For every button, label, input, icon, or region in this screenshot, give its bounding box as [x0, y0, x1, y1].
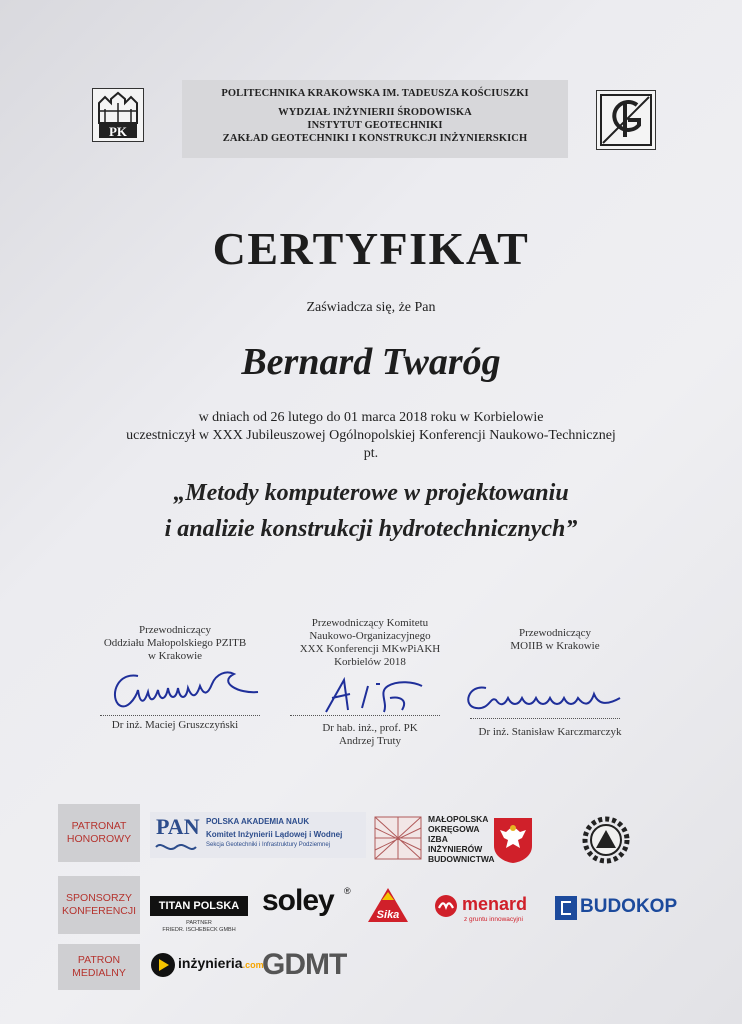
signature-3 — [460, 676, 630, 716]
conference-topic-line1: „Metody komputerowe w projektowaniu — [173, 480, 569, 506]
institute-geotechnics-logo — [596, 90, 656, 150]
certificate-title: CERTYFIKAT — [212, 223, 530, 274]
malopolska-crest-icon — [492, 816, 534, 864]
label-line: PATRON — [77, 954, 121, 966]
pk-logo-text: PK — [108, 124, 128, 139]
conference-topic-line2: i analizie konstrukcji hydrotechnicznych” — [164, 516, 578, 542]
signatory-2-role-line: Naukowo-Organizacyjnego — [309, 630, 431, 642]
politechnika-krakowska-logo — [92, 88, 144, 142]
inzynieria-icon — [150, 952, 176, 978]
inzynieria-logo-text — [178, 955, 264, 971]
label-line: SPONSORZY — [66, 892, 132, 904]
signature-2 — [318, 672, 428, 718]
signatory-2-role — [270, 617, 470, 669]
pan-wave-icon — [154, 840, 198, 854]
conference-dates: w dniach od 26 lutego do 01 marca 2018 roku w Korbielowie — [198, 410, 544, 425]
media-patron-label — [58, 944, 140, 990]
label-line: KONFERENCJI — [61, 905, 137, 917]
titan-sub-line: FRIEDR. ISCHEBECK GMBH — [162, 927, 236, 933]
signatory-2-role-line: Korbielów 2018 — [334, 656, 406, 668]
honorary-patronage-label — [58, 804, 140, 862]
inzynieria-name: inżynieria — [178, 955, 243, 971]
sika-logo-text: Sika — [376, 909, 400, 921]
titan-polska-logo: TITAN POLSKA — [150, 896, 248, 916]
institute-name: INSTYTUT GEOTECHNIKI — [307, 120, 443, 131]
moiib-text — [428, 814, 495, 864]
budokop-logo-text: BUDOKOP — [580, 896, 678, 917]
pan-line2: Komitet Inżynierii Lądowej i Wodnej — [206, 830, 343, 839]
moiib-line: IZBA — [428, 834, 448, 844]
registered-mark: ® — [344, 886, 351, 896]
participation-line: uczestniczył w XXX Jubileuszowej Ogólnopolskiej Konferencji Naukowo-Technicznej — [126, 428, 616, 443]
recipient-name: Bernard Twaróg — [241, 341, 501, 383]
university-name: POLITECHNIKA KRAKOWSKA IM. TADEUSZA KOŚCIUSZKI — [221, 88, 529, 99]
moiib-line: MAŁOPOLSKA — [428, 814, 489, 824]
label-line: PATRONAT — [71, 820, 127, 832]
moiib-line: INŻYNIERÓW — [428, 844, 483, 854]
menard-icon — [434, 894, 458, 918]
signatory-3-role-line: Przewodniczący — [518, 627, 592, 639]
faculty-name: WYDZIAŁ INŻYNIERII ŚRODOWISKA — [278, 107, 472, 118]
titan-sub — [150, 920, 248, 934]
pan-logo-text: PAN — [156, 814, 200, 839]
signatory-2-name-line: Andrzej Truty — [338, 735, 402, 747]
inzynieria-suffix: .com — [242, 960, 264, 970]
gear-triangle-logo — [578, 814, 634, 866]
titan-sub-line: PARTNER — [186, 920, 212, 926]
signatory-2-name — [270, 722, 470, 748]
signatory-2-role-line: Przewodniczący Komitetu — [311, 617, 429, 629]
signatory-1-name: Dr inż. Maciej Gruszczyński — [111, 719, 239, 731]
certificate-intro: Zaświadcza się, że Pan — [306, 300, 436, 315]
budokop-icon-inner — [561, 901, 571, 915]
signatory-1-role-line: Przewodniczący — [138, 624, 212, 636]
sika-logo — [366, 886, 410, 924]
signatory-1-role-line: w Krakowie — [147, 650, 203, 662]
title-prefix: pt. — [363, 446, 379, 461]
signatory-3-role — [470, 627, 640, 653]
moiib-line: OKRĘGOWA — [428, 824, 480, 834]
signature-3-line — [470, 718, 620, 719]
signatory-2-name-line: Dr hab. inż., prof. PK — [322, 722, 418, 734]
signature-1 — [108, 664, 268, 714]
pzitb-network-logo — [374, 816, 422, 860]
signatory-1-role-line: Oddziału Małopolskiego PZITB — [103, 637, 247, 649]
label-line: HONOROWY — [66, 833, 132, 845]
menard-logo-text: menard — [462, 894, 528, 914]
moiib-line: BUDOWNICTWA — [428, 854, 495, 864]
label-line: MEDIALNY — [72, 967, 126, 979]
gdmt-logo: GDMT — [262, 948, 347, 981]
pan-logo — [150, 812, 366, 858]
signatory-3-role-line: MOIIB w Krakowie — [510, 640, 600, 652]
budokop-icon — [555, 896, 577, 920]
soley-logo: soley — [262, 884, 334, 917]
signatory-3-name: Dr inż. Stanisław Karczmarczyk — [478, 726, 622, 738]
signatory-1-role — [80, 624, 270, 663]
signature-1-line — [100, 715, 260, 716]
department-name: ZAKŁAD GEOTECHNIKI I KONSTRUKCJI INŻYNIERSKICH — [222, 133, 528, 144]
menard-slogan: z gruntu innowacyjni — [464, 916, 523, 923]
signatory-2-role-line: XXX Konferencji MKwPiAKH — [299, 643, 441, 655]
signature-2-line — [290, 715, 440, 716]
pan-line3: Sekcja Geotechniki i Infrastruktury Podziemnej — [206, 842, 331, 848]
sponsors-label — [58, 876, 140, 934]
pan-line1: POLSKA AKADEMIA NAUK — [206, 817, 310, 826]
